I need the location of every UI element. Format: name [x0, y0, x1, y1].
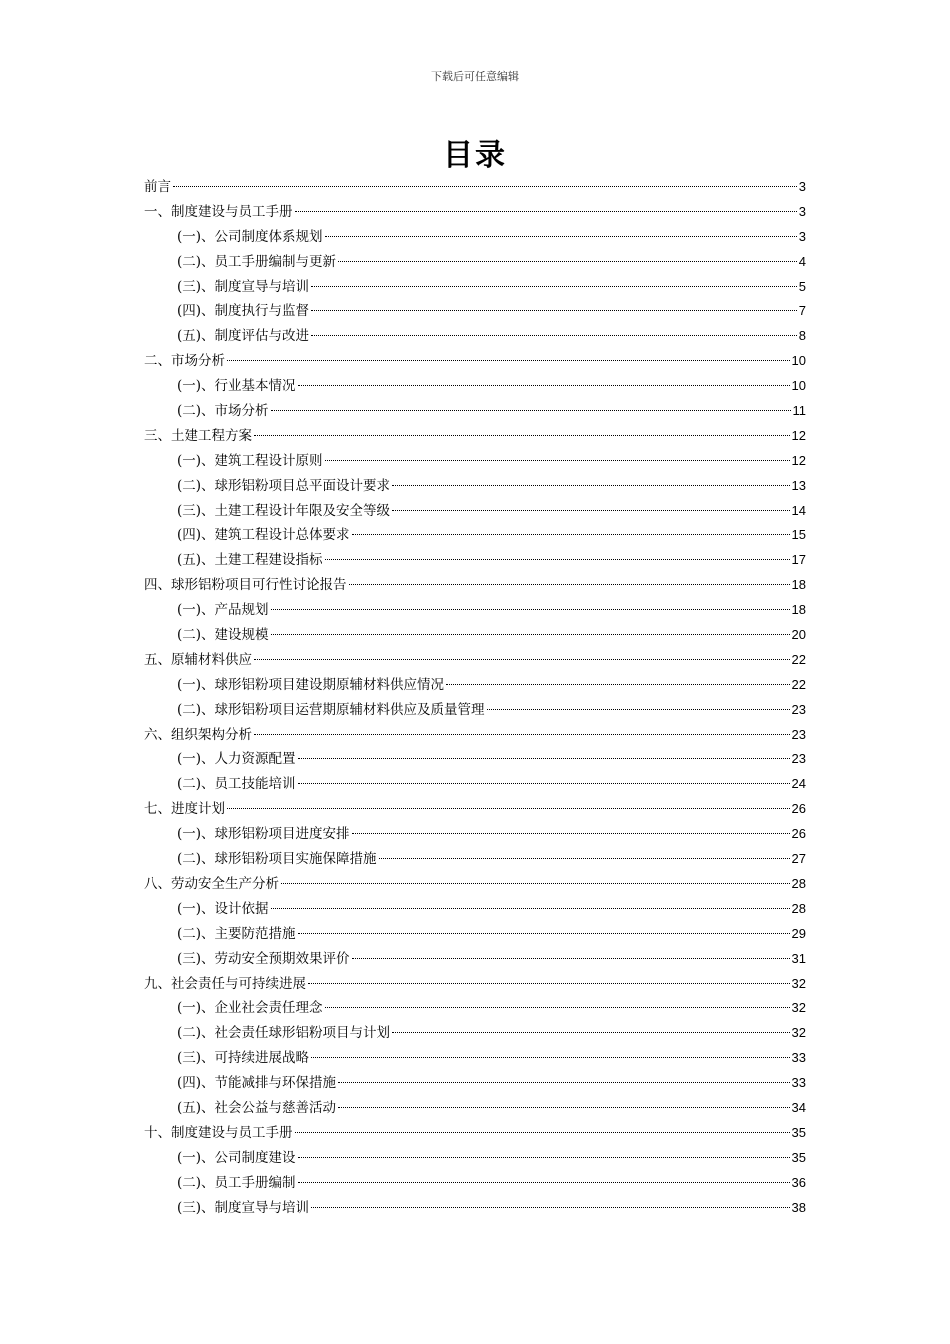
toc-dot-leader — [298, 933, 790, 934]
toc-entry-page-number: 26 — [791, 801, 806, 817]
toc-entry-page-number: 26 — [791, 826, 806, 842]
toc-subentry[interactable] — [144, 1096, 806, 1121]
toc-dot-leader — [173, 186, 797, 187]
toc-entry-page-number: 23 — [791, 701, 806, 717]
toc-dot-leader — [338, 1107, 789, 1108]
toc-dot-leader — [295, 211, 797, 212]
toc-dot-leader — [271, 609, 790, 610]
toc-dot-leader — [349, 584, 790, 585]
toc-dot-leader — [311, 1207, 789, 1208]
toc-subentry[interactable] — [144, 673, 806, 698]
toc-subentry[interactable] — [144, 598, 806, 623]
toc-entry-label: (一)、人力资源配置 — [177, 751, 296, 768]
toc-entry-label: (四)、建筑工程设计总体要求 — [177, 527, 350, 544]
toc-dot-leader — [338, 261, 797, 262]
toc-dot-leader — [379, 858, 790, 859]
toc-subentry[interactable] — [144, 548, 806, 573]
toc-entry[interactable] — [144, 972, 806, 997]
toc-entry-page-number: 35 — [791, 1149, 806, 1165]
toc-subentry[interactable] — [144, 474, 806, 499]
toc-entry-page-number: 32 — [791, 975, 806, 991]
toc-entry-page-number: 12 — [791, 452, 806, 468]
toc-subentry[interactable] — [144, 922, 806, 947]
toc-subentry[interactable] — [144, 772, 806, 797]
toc-subentry[interactable] — [144, 747, 806, 772]
toc-entry-label: (二)、建设规模 — [177, 627, 269, 644]
toc-entry-page-number: 35 — [791, 1124, 806, 1140]
toc-entry[interactable] — [144, 573, 806, 598]
toc-entry-label: 四、球形铝粉项目可行性讨论报告 — [144, 577, 347, 594]
toc-dot-leader — [352, 833, 790, 834]
toc-entry-label: (二)、球形铝粉项目运营期原辅材料供应及质量管理 — [177, 701, 485, 718]
toc-dot-leader — [325, 559, 790, 560]
toc-entry-label: 六、组织架构分析 — [144, 726, 252, 743]
toc-subentry[interactable] — [144, 374, 806, 399]
toc-subentry[interactable] — [144, 225, 806, 250]
toc-subentry[interactable] — [144, 299, 806, 324]
toc-subentry[interactable] — [144, 523, 806, 548]
toc-dot-leader — [298, 1157, 790, 1158]
toc-entry-page-number: 10 — [791, 353, 806, 369]
toc-entry-page-number: 22 — [791, 651, 806, 667]
toc-entry-page-number: 27 — [791, 851, 806, 867]
toc-dot-leader — [311, 1057, 789, 1058]
toc-dot-leader — [298, 758, 790, 759]
toc-entry-label: (一)、公司制度建设 — [177, 1149, 296, 1166]
toc-entry-page-number: 23 — [791, 751, 806, 767]
toc-subentry[interactable] — [144, 947, 806, 972]
toc-entry-page-number: 4 — [798, 253, 806, 269]
toc-subentry[interactable] — [144, 1146, 806, 1171]
toc-entry-label: (二)、社会责任球形铝粉项目与计划 — [177, 1025, 391, 1042]
toc-entry-page-number: 33 — [791, 1050, 806, 1066]
toc-dot-leader — [308, 983, 790, 984]
toc-entry-label: 八、劳动安全生产分析 — [144, 875, 279, 892]
toc-subentry[interactable] — [144, 1071, 806, 1096]
toc-dot-leader — [311, 335, 797, 336]
toc-entry-page-number: 11 — [792, 403, 806, 419]
toc-entry-label: (五)、土建工程建设指标 — [177, 552, 323, 569]
toc-entry-label: (二)、主要防范措施 — [177, 925, 296, 942]
toc-dot-leader — [311, 286, 797, 287]
toc-entry-label: (二)、员工技能培训 — [177, 776, 296, 793]
toc-dot-leader — [487, 709, 790, 710]
toc-entry-label: (二)、球形铝粉项目实施保障措施 — [177, 851, 377, 868]
toc-entry-label: (一)、球形铝粉项目建设期原辅材料供应情况 — [177, 676, 445, 693]
toc-entry-page-number: 28 — [791, 875, 806, 891]
toc-subentry[interactable] — [144, 996, 806, 1021]
toc-subentry[interactable] — [144, 1046, 806, 1071]
toc-dot-leader — [281, 883, 790, 884]
toc-entry-label: 一、制度建设与员工手册 — [144, 203, 293, 220]
toc-entry-label: 三、土建工程方案 — [144, 427, 252, 444]
toc-entry-label: (二)、员工手册编制与更新 — [177, 253, 337, 270]
toc-entry-label: (三)、制度宣导与培训 — [177, 278, 310, 295]
toc-entry-label: (三)、劳动安全预期效果评价 — [177, 950, 350, 967]
toc-subentry[interactable] — [144, 449, 806, 474]
toc-dot-leader — [271, 908, 790, 909]
toc-dot-leader — [325, 460, 790, 461]
toc-entry-label: 七、进度计划 — [144, 801, 225, 818]
toc-subentry[interactable] — [144, 847, 806, 872]
toc-entry-page-number: 22 — [791, 676, 806, 692]
toc-dot-leader — [338, 1082, 789, 1083]
toc-entry-page-number: 8 — [798, 328, 806, 344]
toc-entry-label: (二)、员工手册编制 — [177, 1174, 296, 1191]
toc-entry-page-number: 36 — [791, 1174, 806, 1190]
toc-entry-page-number: 7 — [798, 303, 806, 319]
toc-dot-leader — [311, 310, 797, 311]
toc-dot-leader — [352, 534, 790, 535]
toc-entry-page-number: 24 — [791, 776, 806, 792]
toc-dot-leader — [446, 684, 789, 685]
toc-dot-leader — [298, 783, 790, 784]
toc-dot-leader — [392, 510, 789, 511]
toc-entry[interactable] — [144, 349, 806, 374]
toc-entry-label: (一)、球形铝粉项目进度安排 — [177, 826, 350, 843]
toc-entry-page-number: 10 — [791, 378, 806, 394]
toc-entry-page-number: 29 — [791, 925, 806, 941]
toc-entry-label: 前言 — [144, 179, 171, 195]
toc-entry-page-number: 12 — [791, 427, 806, 443]
toc-dot-leader — [392, 485, 789, 486]
toc-entry-page-number: 13 — [791, 477, 806, 493]
toc-entry-page-number: 33 — [791, 1075, 806, 1091]
toc-entry-page-number: 17 — [791, 552, 806, 568]
toc-entry-page-number: 32 — [791, 1025, 806, 1041]
toc-entry-label: (四)、节能减排与环保措施 — [177, 1075, 337, 1092]
toc-entry[interactable] — [144, 200, 806, 225]
toc-entry-page-number: 20 — [791, 627, 806, 643]
toc-entry-page-number: 18 — [791, 602, 806, 618]
toc-dot-leader — [227, 360, 790, 361]
toc-entry-label: (三)、土建工程设计年限及安全等级 — [177, 502, 391, 519]
toc-dot-leader — [227, 808, 790, 809]
toc-entry-page-number: 23 — [791, 726, 806, 742]
toc-entry-label: (五)、制度评估与改进 — [177, 328, 310, 345]
toc-dot-leader — [325, 1007, 790, 1008]
toc-entry-page-number: 31 — [791, 950, 806, 966]
toc-entry-page-number: 32 — [791, 1000, 806, 1016]
toc-subentry[interactable] — [144, 698, 806, 723]
toc-entry-label: 五、原辅材料供应 — [144, 651, 252, 668]
toc-entry-label: 九、社会责任与可持续进展 — [144, 975, 306, 992]
toc-subentry[interactable] — [144, 499, 806, 524]
toc-entry[interactable] — [144, 424, 806, 449]
toc-entry-label: (一)、公司制度体系规划 — [177, 228, 323, 245]
toc-entry-label: (一)、行业基本情况 — [177, 378, 296, 395]
toc-title: 目录 — [443, 138, 507, 173]
toc-entry-label: (一)、产品规划 — [177, 602, 269, 619]
toc-dot-leader — [392, 1032, 789, 1033]
toc-entry[interactable] — [144, 648, 806, 673]
toc-dot-leader — [298, 385, 790, 386]
table-of-contents — [144, 175, 806, 1220]
toc-entry-page-number: 34 — [791, 1099, 806, 1115]
toc-entry-page-number: 15 — [791, 527, 806, 543]
toc-entry[interactable] — [144, 175, 806, 200]
toc-subentry[interactable] — [144, 399, 806, 424]
toc-entry-page-number: 5 — [798, 278, 806, 294]
toc-subentry[interactable] — [144, 1171, 806, 1196]
toc-entry[interactable] — [144, 797, 806, 822]
toc-entry-label: (三)、制度宣导与培训 — [177, 1199, 310, 1216]
toc-subentry[interactable] — [144, 324, 806, 349]
toc-entry-label: (一)、设计依据 — [177, 900, 269, 917]
toc-dot-leader — [271, 410, 791, 411]
toc-entry-label: (二)、市场分析 — [177, 403, 269, 420]
toc-entry-label: (一)、企业社会责任理念 — [177, 1000, 323, 1017]
toc-entry-label: (四)、制度执行与监督 — [177, 303, 310, 320]
toc-subentry[interactable] — [144, 1196, 806, 1221]
toc-entry-page-number: 14 — [791, 502, 806, 518]
toc-dot-leader — [254, 734, 790, 735]
toc-entry-page-number: 38 — [791, 1199, 806, 1215]
toc-subentry[interactable] — [144, 623, 806, 648]
toc-entry[interactable] — [144, 723, 806, 748]
toc-dot-leader — [325, 236, 797, 237]
toc-entry-label: (二)、球形铝粉项目总平面设计要求 — [177, 477, 391, 494]
toc-subentry[interactable] — [144, 1021, 806, 1046]
toc-entry-label: 十、制度建设与员工手册 — [144, 1124, 293, 1141]
toc-dot-leader — [254, 435, 790, 436]
toc-subentry[interactable] — [144, 250, 806, 275]
toc-entry-label: (一)、建筑工程设计原则 — [177, 452, 323, 469]
toc-entry-page-number: 28 — [791, 900, 806, 916]
toc-entry-label: 二、市场分析 — [144, 353, 225, 370]
toc-entry-page-number: 18 — [791, 577, 806, 593]
toc-subentry[interactable] — [144, 275, 806, 300]
toc-dot-leader — [298, 1182, 790, 1183]
toc-entry-page-number: 3 — [798, 228, 806, 244]
toc-dot-leader — [254, 659, 790, 660]
toc-dot-leader — [271, 634, 790, 635]
toc-entry-page-number: 3 — [798, 203, 806, 219]
header-note: 下载后可任意编辑 — [431, 70, 519, 83]
toc-dot-leader — [295, 1132, 790, 1133]
toc-entry-label: (三)、可持续进展战略 — [177, 1050, 310, 1067]
toc-entry[interactable] — [144, 1121, 806, 1146]
toc-entry-label: (五)、社会公益与慈善活动 — [177, 1099, 337, 1116]
toc-entry-page-number: 3 — [798, 179, 806, 194]
toc-dot-leader — [352, 958, 790, 959]
toc-subentry[interactable] — [144, 822, 806, 847]
toc-entry[interactable] — [144, 872, 806, 897]
toc-subentry[interactable] — [144, 897, 806, 922]
